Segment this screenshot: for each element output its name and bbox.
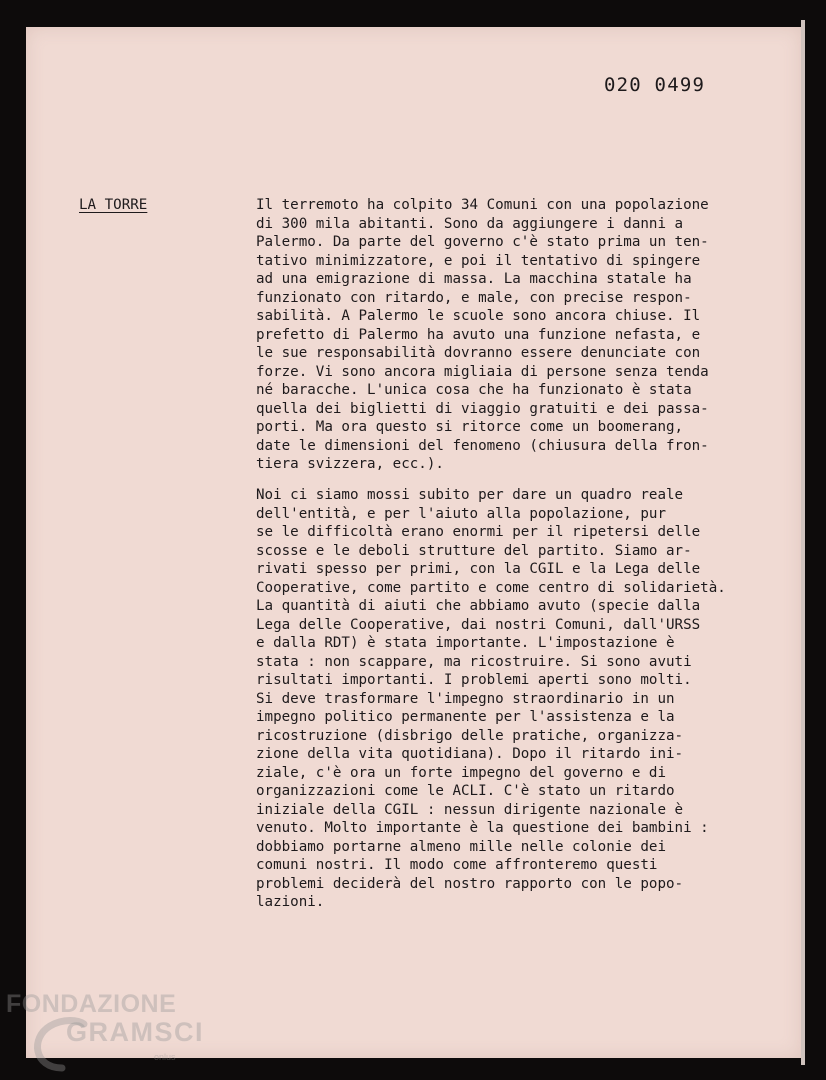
- text-line: stata : non scappare, ma ricostruire. Si sono avuti: [256, 653, 692, 670]
- paragraph-1: [256, 196, 709, 474]
- text-line: porti. Ma ora questo si ritorce come un boomerang,: [256, 419, 684, 435]
- watermark-line1: FONDAZIONE: [6, 990, 177, 1018]
- fondazione-gramsci-watermark: [4, 990, 204, 1080]
- text-line: ricostruzione (disbrigo delle pratiche, organizza-: [256, 727, 684, 744]
- document-number: 020 0499: [604, 74, 706, 96]
- text-line: zione della vita quotidiana). Dopo il ritardo ini-: [256, 746, 684, 762]
- text-line: le sue responsabilità dovranno essere denunciate con: [256, 345, 701, 361]
- paper-edge: [801, 20, 805, 1065]
- text-line: impegno politico permanente per l'assistenza e la: [256, 709, 675, 725]
- text-line: Cooperative, come partito e come centro di solidarietà.: [256, 579, 726, 596]
- text-line: tativo minimizzatore, e poi il tentativo di spingere: [256, 252, 701, 269]
- text-line: di 300 mila abitanti. Sono da aggiungere i danni a: [256, 215, 684, 232]
- text-line: tiera svizzera, ecc.).: [256, 456, 444, 472]
- text-line: forze. Vi sono ancora migliaia di persone senza tenda: [256, 363, 709, 380]
- text-line: Lega delle Cooperative, dai nostri Comuni, dall'URSS: [256, 616, 701, 633]
- text-line: lazioni.: [256, 894, 325, 910]
- text-line: venuto. Molto importante è la questione dei bambini :: [256, 820, 709, 836]
- text-line: problemi deciderà del nostro rapporto con le popo-: [256, 875, 684, 892]
- text-line: e dalla RDT) è stata importante. L'impostazione è: [256, 635, 675, 651]
- text-line: quella dei biglietti di viaggio gratuiti e dei passa-: [256, 400, 709, 417]
- text-line: prefetto di Palermo ha avuto una funzione nefasta, e: [256, 326, 701, 343]
- text-line: ziale, c'è ora un forte impegno del governo e di: [256, 764, 666, 781]
- text-line: scosse e le deboli strutture del partito. Siamo ar-: [256, 542, 692, 559]
- text-line: iniziale della CGIL : nessun dirigente nazionale è: [256, 801, 684, 818]
- text-line: funzionato con ritardo, e male, con precise respon-: [256, 289, 692, 306]
- text-line: Si deve trasformare l'impegno straordinario in un: [256, 690, 675, 707]
- text-line: risultati importanti. I problemi aperti sono molti.: [256, 672, 692, 688]
- text-line: ad una emigrazione di massa. La macchina statale ha: [256, 271, 692, 287]
- text-line: comuni nostri. Il modo come affronteremo questi: [256, 857, 658, 873]
- text-line: dell'entità, e per l'aiuto alla popolazione, pur: [256, 505, 666, 522]
- text-line: organizzazioni come le ACLI. C'è stato un ritardo: [256, 783, 675, 799]
- text-line: dobbiamo portarne almeno mille nelle colonie dei: [256, 838, 666, 855]
- text-line: La quantità di aiuti che abbiamo avuto (specie dalla: [256, 598, 701, 614]
- text-line: sabilità. A Palermo le scuole sono ancora chiuse. Il: [256, 308, 701, 324]
- text-line: se le difficoltà erano enormi per il ripetersi delle: [256, 524, 701, 540]
- watermark-line3: onlus: [154, 1052, 176, 1062]
- text-line: Il terremoto ha colpito 34 Comuni con una popolazione: [256, 197, 709, 213]
- text-line: rivati spesso per primi, con la CGIL e la Lega delle: [256, 561, 701, 577]
- paragraph-2: [256, 486, 726, 912]
- text-line: Noi ci siamo mossi subito per dare un quadro reale: [256, 487, 684, 503]
- text-line: date le dimensioni del fenomeno (chiusura della fron-: [256, 437, 709, 454]
- text-line: Palermo. Da parte del governo c'è stato prima un ten-: [256, 234, 709, 250]
- watermark-line2: GRAMSCI: [66, 1017, 204, 1047]
- section-label: LA TORRE: [79, 197, 148, 213]
- text-line: né baracche. L'unica cosa che ha funzionato è stata: [256, 382, 692, 398]
